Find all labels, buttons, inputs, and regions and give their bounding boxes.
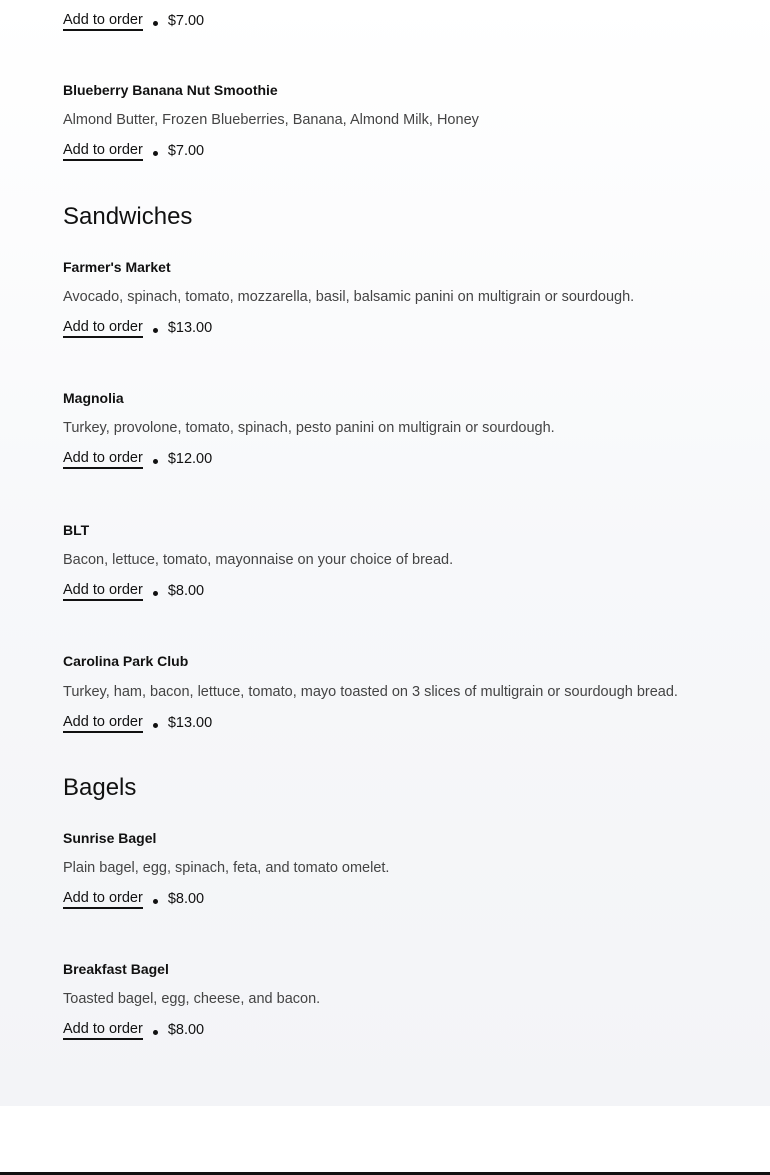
item-description: Bacon, lettuce, tomato, mayonnaise on your choice of bread. — [63, 552, 454, 568]
item-price: $7.00 — [167, 13, 205, 29]
item-description: Toasted bagel, egg, cheese, and bacon. — [63, 991, 321, 1007]
order-row — [63, 711, 212, 735]
item-name: Magnolia — [63, 390, 124, 406]
add-to-order-link[interactable]: Add to order — [63, 1021, 143, 1040]
item-name: Sunrise Bagel — [63, 830, 157, 846]
item-price: $8.00 — [167, 583, 205, 599]
order-row — [63, 9, 204, 33]
add-to-order-link[interactable]: Add to order — [63, 890, 143, 909]
item-name: Blueberry Banana Nut Smoothie — [63, 82, 278, 98]
item-price: $13.00 — [167, 320, 213, 336]
separator-dot — [153, 151, 158, 156]
item-name: Breakfast Bagel — [63, 961, 169, 977]
item-price: $8.00 — [167, 891, 205, 907]
item-description: Avocado, spinach, tomato, mozzarella, basil, balsamic panini on multigrain or sourdough. — [63, 289, 635, 305]
item-description: Turkey, provolone, tomato, spinach, pesto panini on multigrain or sourdough. — [63, 420, 555, 436]
item-name: Carolina Park Club — [63, 653, 189, 669]
separator-dot — [153, 591, 158, 596]
separator-dot — [153, 459, 158, 464]
order-row — [63, 316, 212, 340]
item-price: $13.00 — [167, 715, 213, 731]
add-to-order-link[interactable]: Add to order — [63, 142, 143, 161]
item-name: Farmer's Market — [63, 259, 171, 275]
add-to-order-link[interactable]: Add to order — [63, 714, 143, 733]
item-description: Almond Butter, Frozen Blueberries, Banana, Almond Milk, Honey — [63, 112, 479, 128]
separator-dot — [153, 328, 158, 333]
item-description: Plain bagel, egg, spinach, feta, and tomato omelet. — [63, 860, 390, 876]
order-row — [63, 447, 212, 471]
add-to-order-link[interactable]: Add to order — [63, 12, 143, 31]
section-title-sandwiches: Sandwiches — [63, 203, 193, 230]
add-to-order-link[interactable]: Add to order — [63, 450, 143, 469]
separator-dot — [153, 21, 158, 26]
order-row — [63, 139, 204, 163]
separator-dot — [153, 1030, 158, 1035]
separator-dot — [153, 899, 158, 904]
item-price: $7.00 — [167, 143, 205, 159]
order-row — [63, 1018, 204, 1042]
item-description: Turkey, ham, bacon, lettuce, tomato, mayo toasted on 3 slices of multigrain or sourdough bread. — [63, 684, 678, 700]
order-row — [63, 887, 204, 911]
order-row — [63, 579, 204, 603]
add-to-order-link[interactable]: Add to order — [63, 582, 143, 601]
item-price: $8.00 — [167, 1022, 205, 1038]
item-name: BLT — [63, 522, 90, 538]
section-title-bagels: Bagels — [63, 774, 137, 801]
item-price: $12.00 — [167, 451, 213, 467]
separator-dot — [153, 723, 158, 728]
add-to-order-link[interactable]: Add to order — [63, 319, 143, 338]
